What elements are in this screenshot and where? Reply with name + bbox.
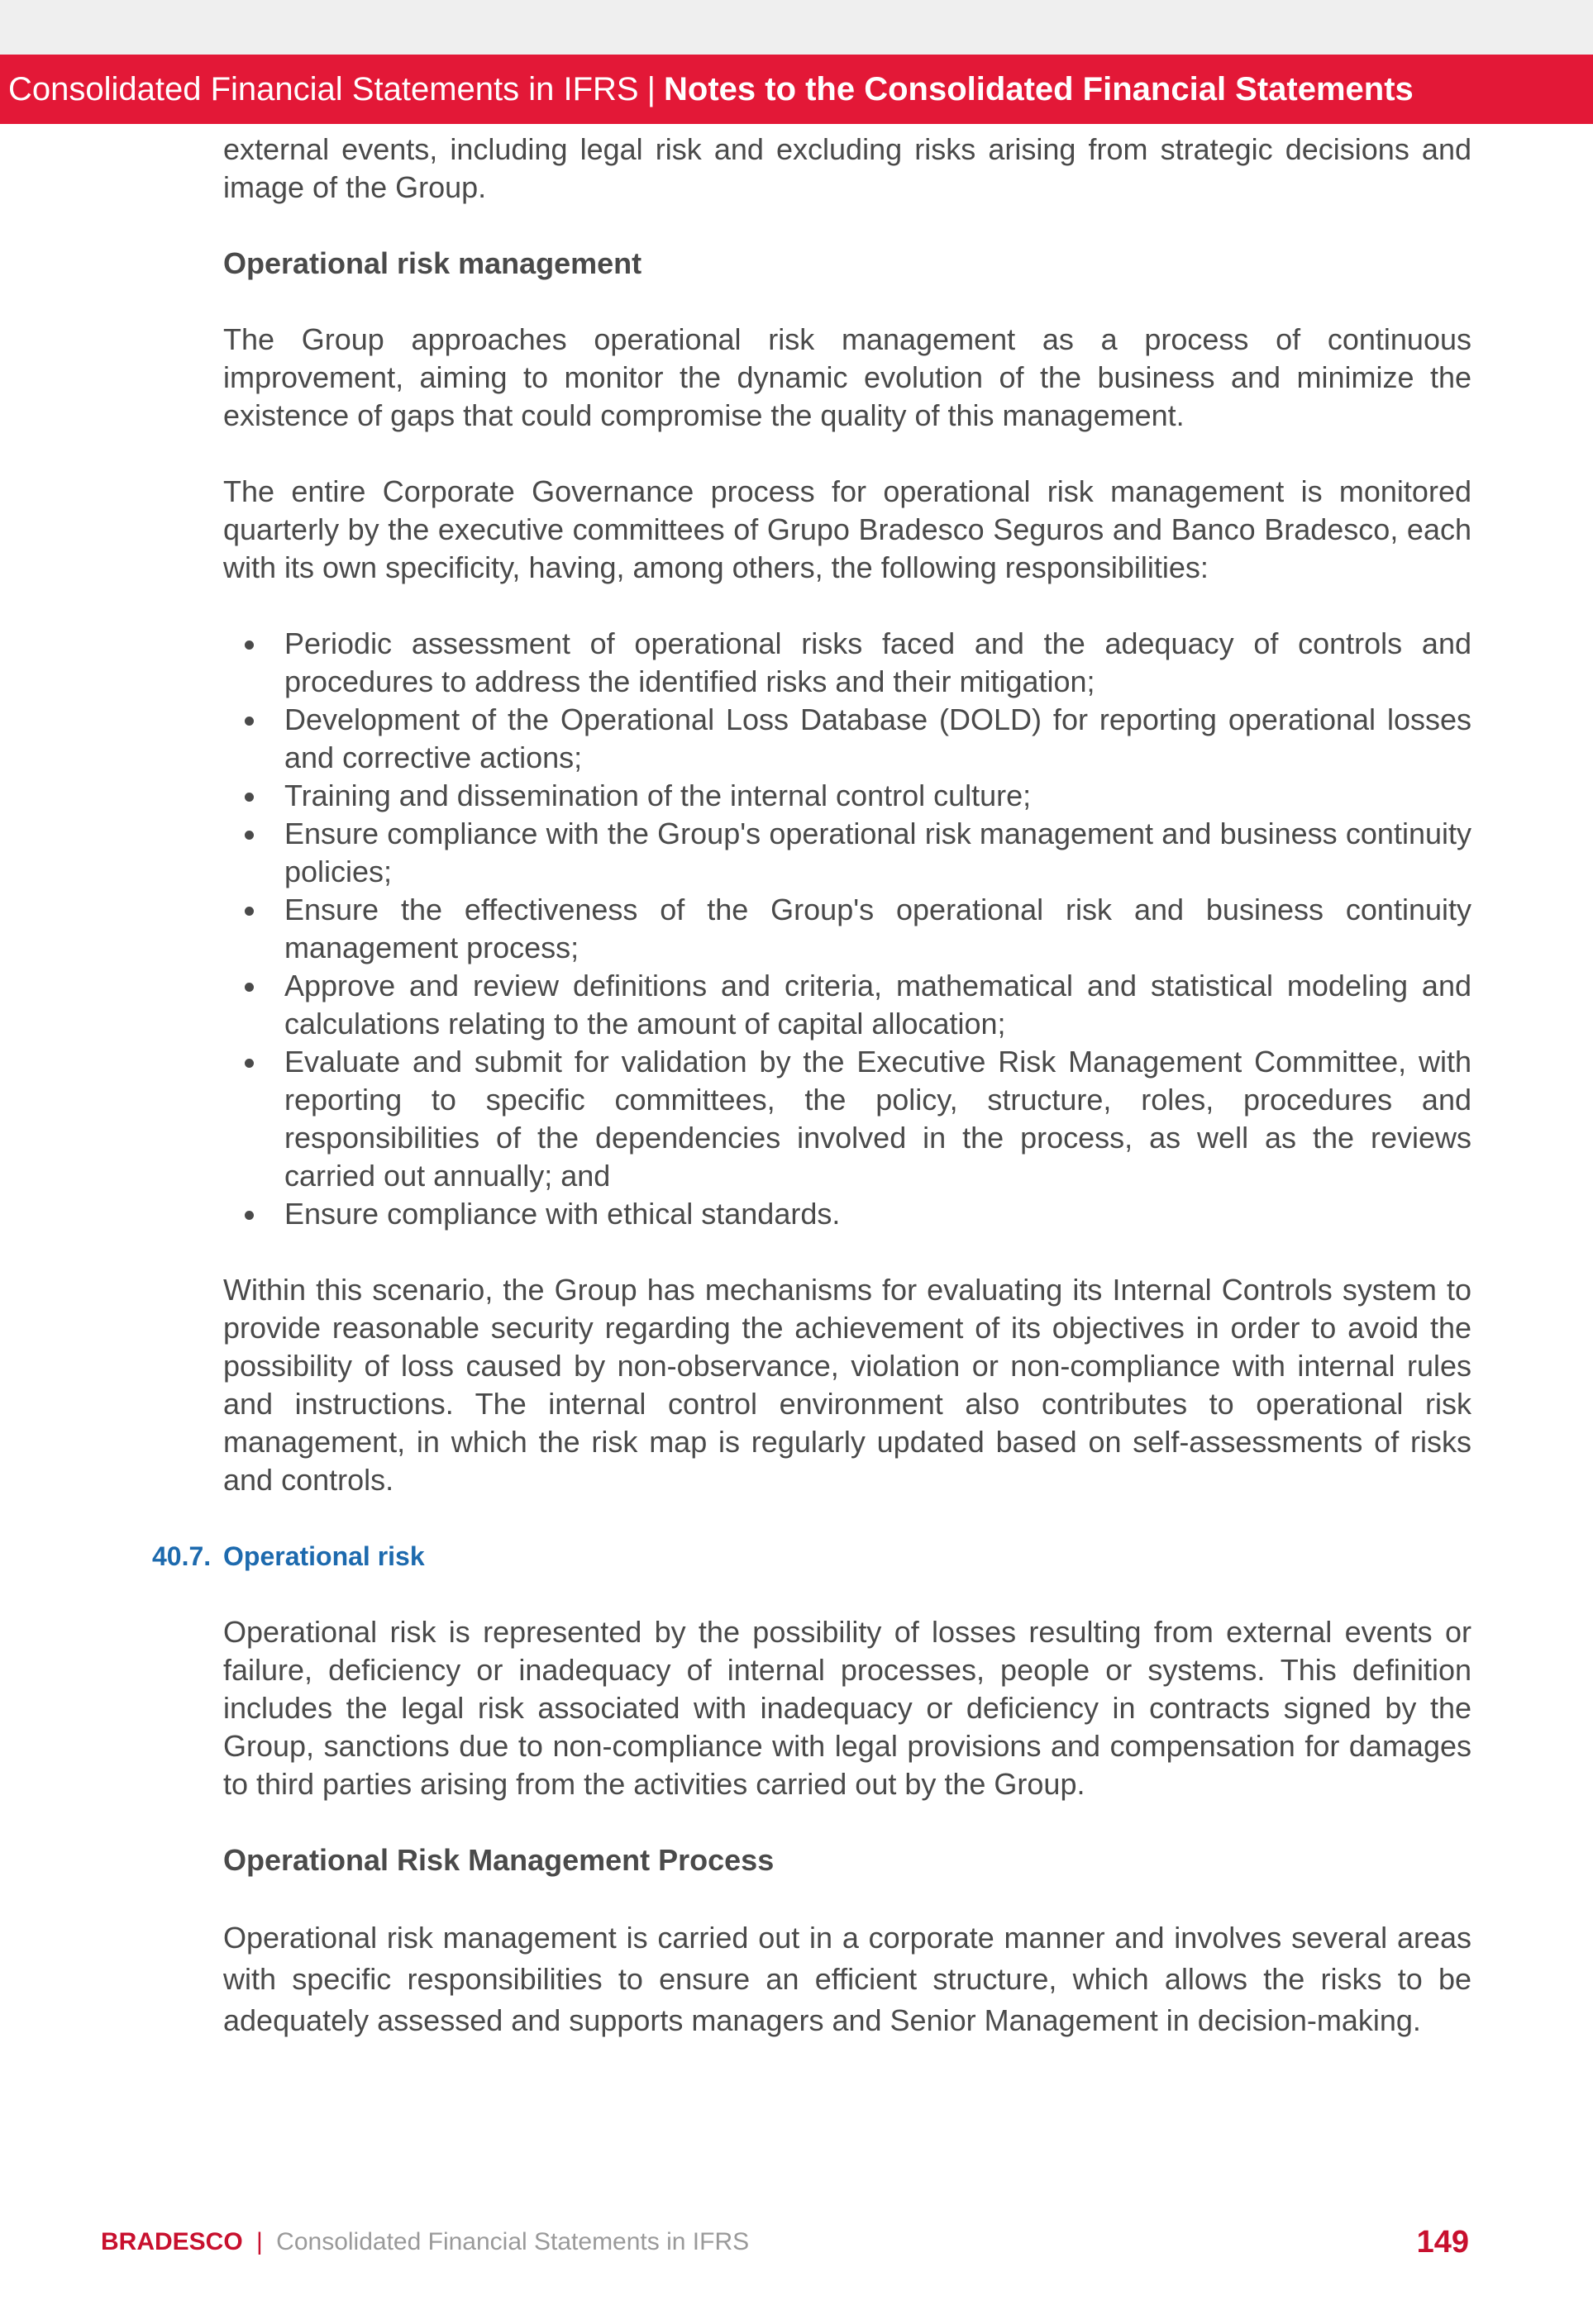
header-title-section: Notes to the Consolidated Financial Statements: [664, 70, 1414, 107]
subhead-operational-risk-process: Operational Risk Management Process: [223, 1843, 775, 1877]
list-item: Periodic assessment of operational risks faced and the adequacy of controls and procedures to address the identified risks and their mitigation;: [223, 625, 1471, 701]
header-banner: [0, 55, 1593, 124]
bullet-icon: [245, 907, 254, 916]
paragraph-governance: The entire Corporate Governance process for operational risk management is monitored quarterly by the executive committees of Grupo Bradesco Seguros and Banco Bradesco, each with its own specificity, having, among others, the following responsibilities:: [223, 474, 1471, 584]
responsibilities-list: [223, 625, 1471, 1233]
section-heading-operational-risk: [152, 1537, 1471, 1575]
paragraph-definition: Operational risk is represented by the possibility of losses resulting from external events or failure, deficiency or inadequacy of internal processes, people or systems. This definition includes the legal risk associated with inadequacy or deficiency in contracts signed by the Group, sanctions due to non-compliance with legal provisions and compensation for damages to third parties arising from the activities carried out by the Group.: [223, 1615, 1471, 1801]
header-separator: |: [646, 70, 656, 107]
bullet-icon: [245, 1059, 254, 1068]
footer-brand: BRADESCO: [101, 2228, 243, 2255]
bullet-icon: [245, 717, 254, 726]
bullet-icon: [245, 831, 254, 840]
header-title-main: Consolidated Financial Statements in IFRS: [8, 70, 639, 107]
footer-doc-title: Consolidated Financial Statements in IFRS: [276, 2228, 750, 2255]
paragraph-process: Operational risk management is carried out in a corporate manner and involves several areas with specific responsibilities to ensure an efficient structure, which allows the risks to be adequately assessed and supports managers and Senior Management in decision-making.: [223, 1921, 1471, 2037]
section-title: Operational risk: [223, 1541, 425, 1571]
list-item: Ensure compliance with the Group's operational risk management and business continuity policies;: [223, 815, 1471, 891]
list-item: Ensure the effectiveness of the Group's operational risk and business continuity management process;: [223, 891, 1471, 967]
bullet-icon: [245, 983, 254, 992]
top-strip: [0, 0, 1593, 55]
subhead-operational-risk-management: Operational risk management: [223, 246, 642, 280]
bullet-icon: [245, 1211, 254, 1220]
page-number: 149: [1416, 2224, 1469, 2260]
intro-paragraph: external events, including legal risk and excluding risks arising from strategic decisions and image of the Group.: [223, 132, 1471, 204]
list-item: Development of the Operational Loss Database (DOLD) for reporting operational losses and corrective actions;: [223, 701, 1471, 777]
page-content: [152, 131, 1471, 2041]
paragraph-approach: The Group approaches operational risk management as a process of continuous improvement, aiming to monitor the dynamic evolution of the business and minimize the existence of gaps that could compromise the quality of this management.: [223, 322, 1471, 432]
page-footer: [101, 2222, 1469, 2263]
list-item: Evaluate and submit for validation by the Executive Risk Management Committee, with reporting to specific committees, the policy, structure, roles, procedures and responsibilities of the dependencies involved in the process, as well as the reviews carried out annually; and: [223, 1043, 1471, 1195]
bullet-icon: [245, 641, 254, 650]
section-number: 40.7.: [152, 1541, 212, 1571]
bullet-icon: [245, 793, 254, 802]
footer-separator: |: [256, 2228, 263, 2255]
list-item: Ensure compliance with ethical standards.: [223, 1195, 1471, 1233]
list-item: Approve and review definitions and criteria, mathematical and statistical modeling and calculations relating to the amount of capital allocation;: [223, 967, 1471, 1043]
list-item: Training and dissemination of the internal control culture;: [223, 777, 1471, 815]
paragraph-scenario: Within this scenario, the Group has mechanisms for evaluating its Internal Controls system to provide reasonable security regarding the achievement of its objectives in order to avoid the possibility of loss caused by non-observance, violation or non-compliance with internal rules and instructions. The internal control environment also contributes to operational risk management, in which the risk map is regularly updated based on self-assessments of risks and controls.: [223, 1273, 1471, 1497]
